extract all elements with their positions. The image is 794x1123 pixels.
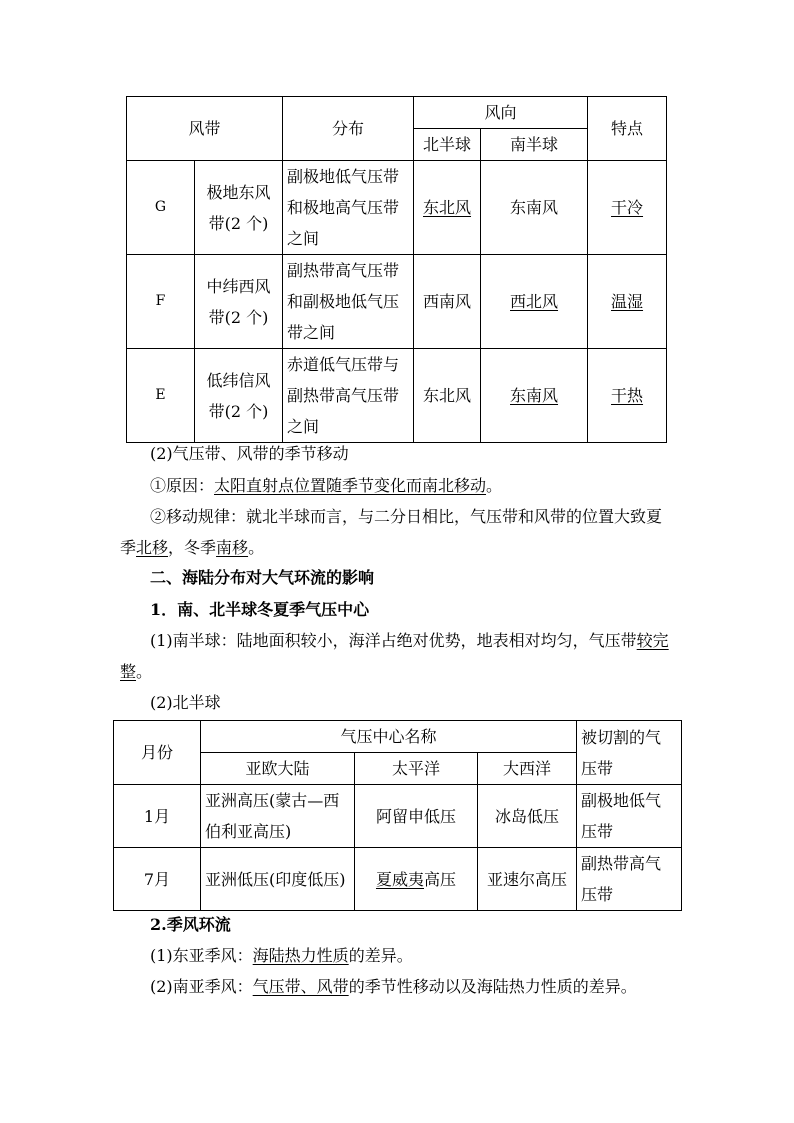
header-north: 北半球 xyxy=(414,129,481,161)
row-feature: 干冷 xyxy=(588,161,667,255)
header-cut-belt: 被切割的气 压带 xyxy=(577,721,682,785)
row-month: 1月 xyxy=(114,785,201,848)
south-hemisphere-line-2: 整。 xyxy=(120,662,153,681)
table-row xyxy=(127,255,667,349)
row-north: 东北风 xyxy=(414,349,481,443)
row-feature: 干热 xyxy=(588,349,667,443)
header-eurasia: 亚欧大陆 xyxy=(201,753,355,785)
row-distribution: 副极地低气压带 和极地高气压带 之间 xyxy=(283,161,414,255)
row-atlantic: 亚速尔高压 xyxy=(478,848,577,911)
row-pacific: 阿留申低压 xyxy=(355,785,478,848)
row-name: 中纬西风 带(2 个) xyxy=(195,255,283,349)
row-feature: 温湿 xyxy=(588,255,667,349)
monsoon-heading: 2.季风环流 xyxy=(150,915,231,934)
header-pacific: 太平洋 xyxy=(355,753,478,785)
east-asia-monsoon-line: (1)东亚季风：海陆热力性质的差异。 xyxy=(150,946,413,965)
south-asia-monsoon-line: (2)南亚季风：气压带、风带的季节性移动以及海陆热力性质的差异。 xyxy=(150,977,637,996)
section-heading: 二、海陆分布对大气环流的影响 xyxy=(150,568,375,587)
row-name: 低纬信风 带(2 个) xyxy=(195,349,283,443)
row-north: 东北风 xyxy=(414,161,481,255)
row-month: 7月 xyxy=(114,848,201,911)
subsection-title: (2)气压带、风带的季节移动 xyxy=(150,444,349,463)
row-code: E xyxy=(127,349,195,443)
row-south: 东南风 xyxy=(481,161,588,255)
reason-line: ①原因：太阳直射点位置随季节变化而南北移动。 xyxy=(150,476,503,495)
row-eurasia: 亚洲低压(印度低压) xyxy=(201,848,355,911)
row-code: G xyxy=(127,161,195,255)
row-belt: 副热带高气 压带 xyxy=(577,848,682,911)
row-code: F xyxy=(127,255,195,349)
row-pacific: 夏威夷高压 xyxy=(355,848,478,911)
row-north: 西南风 xyxy=(414,255,481,349)
rule-line-2: 季北移，冬季南移。 xyxy=(120,538,265,557)
header-south: 南半球 xyxy=(481,129,588,161)
row-atlantic: 冰岛低压 xyxy=(478,785,577,848)
table-row xyxy=(114,785,682,848)
table-row xyxy=(127,349,667,443)
rule-line-1: ②移动规律：就北半球而言，与二分日相比，气压带和风带的位置大致夏 xyxy=(150,507,663,526)
header-feature: 特点 xyxy=(588,97,667,161)
header-distribution: 分布 xyxy=(283,97,414,161)
south-hemisphere-line-1: (1)南半球：陆地面积较小，海洋占绝对优势，地表相对均匀，气压带较完 xyxy=(150,631,669,650)
header-wind-direction: 风向 xyxy=(414,97,588,129)
header-wind-belt: 风带 xyxy=(127,97,283,161)
row-belt: 副极地低气 压带 xyxy=(577,785,682,848)
wind-belt-table xyxy=(126,96,667,443)
row-south: 东南风 xyxy=(481,349,588,443)
row-distribution: 副热带高气压带 和副极地低气压 带之间 xyxy=(283,255,414,349)
table-row xyxy=(114,848,682,911)
row-eurasia: 亚洲高压(蒙古—西 伯利亚高压) xyxy=(201,785,355,848)
north-hemisphere-label: (2)北半球 xyxy=(150,693,221,712)
header-center-name: 气压中心名称 xyxy=(201,721,577,753)
header-atlantic: 大西洋 xyxy=(478,753,577,785)
pressure-center-table xyxy=(113,720,682,911)
table-row xyxy=(127,161,667,255)
header-month: 月份 xyxy=(114,721,201,785)
row-distribution: 赤道低气压带与 副热带高气压带 之间 xyxy=(283,349,414,443)
row-south: 西北风 xyxy=(481,255,588,349)
subheading-pressure-centers: 1．南、北半球冬夏季气压中心 xyxy=(150,600,370,619)
row-name: 极地东风 带(2 个) xyxy=(195,161,283,255)
